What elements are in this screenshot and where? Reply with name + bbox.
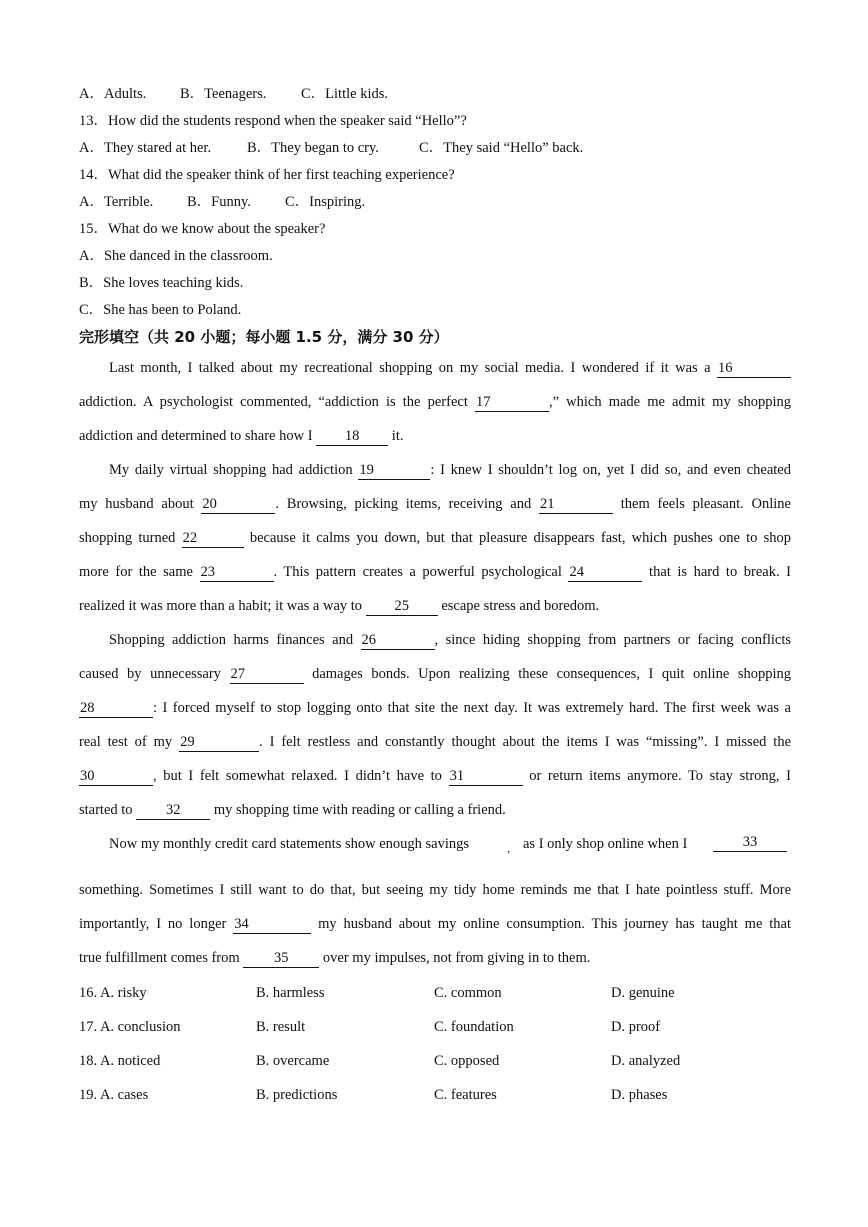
- passage-line: importantly, I no longer 34 my husband about my online consumption. This journey has taught me that: [79, 916, 792, 932]
- blank-33: 33: [713, 834, 787, 852]
- passage-line: more for the same 23 . This pattern creates a powerful psychological 24 that is hard to break. I: [79, 564, 792, 580]
- blank-24: 24: [568, 564, 642, 582]
- option-16-b: B. harmless: [256, 985, 325, 1001]
- q14-option-b: B．Funny.: [187, 194, 251, 210]
- passage-line: caused by unnecessary 27 damages bonds. Upon realizing these consequences, I quit online shopping: [79, 666, 791, 682]
- q13-option-c: C．They said “Hello” back.: [419, 140, 584, 156]
- blank-27: 27: [230, 666, 304, 684]
- q13-option-b: B．They began to cry.: [247, 140, 379, 156]
- option-17-b: B. result: [256, 1019, 306, 1035]
- q12-option-a: A．Adults.: [79, 86, 147, 102]
- option-19-c: C. features: [434, 1087, 497, 1103]
- blank-22: 22: [182, 530, 244, 548]
- blank-30: 30: [79, 768, 153, 786]
- blank-34: 34: [233, 916, 311, 934]
- option-19-a: 19. A. cases: [79, 1087, 149, 1103]
- blank-25: 25: [366, 598, 438, 616]
- q14-option-c: C．Inspiring.: [285, 194, 366, 210]
- blank-21: 21: [539, 496, 613, 514]
- option-18-a: 18. A. noticed: [79, 1053, 161, 1069]
- passage-line: 28 : I forced myself to stop logging onto that site the next day. It was extremely hard. The first week was a: [80, 700, 791, 716]
- blank-19: 19: [358, 462, 430, 480]
- blank-29: 29: [179, 734, 259, 752]
- passage-line: realized it was more than a habit; it was a way to 25 escape stress and boredom.: [79, 598, 600, 614]
- blank-35: 35: [243, 950, 319, 968]
- option-18-d: D. analyzed: [611, 1053, 681, 1069]
- blank-16: 16: [717, 360, 791, 378]
- q13-option-a: A．They stared at her.: [79, 140, 212, 156]
- passage-line: addiction. A psychologist commented, “addiction is the perfect 17 ,” which made me admit my shopping: [79, 394, 791, 410]
- blank-17: 17: [475, 394, 549, 412]
- option-16-c: C. common: [434, 985, 502, 1001]
- blank-26: 26: [361, 632, 435, 650]
- q12-option-b: B．Teenagers.: [180, 86, 267, 102]
- blank-28: 28: [79, 700, 153, 718]
- passage-line: My daily virtual shopping had addiction 19 : I knew I shouldn’t log on, yet I did so, and even cheated: [109, 462, 791, 478]
- passage-line: 30 , but I felt somewhat relaxed. I didn’t have to 31 or return items anymore. To stay strong, I: [80, 768, 792, 784]
- passage-line: real test of my 29 . I felt restless and constantly thought about the items I was “missing”. I missed the: [79, 734, 792, 750]
- option-18-c: C. opposed: [434, 1053, 500, 1069]
- passage-line: Shopping addiction harms finances and 26 , since hiding shopping from partners or facing conflicts: [109, 632, 791, 648]
- passage-line: true fulfillment comes from 35 over my impulses, not from giving in to them.: [79, 950, 591, 966]
- option-19-b: B. predictions: [256, 1087, 338, 1103]
- q15-option-b: B．She loves teaching kids.: [79, 275, 244, 291]
- option-19-d: D. phases: [611, 1087, 668, 1103]
- q15-option-c: C．She has been to Poland.: [79, 302, 242, 318]
- blank-20: 20: [201, 496, 275, 514]
- passage-line: shopping turned 22 because it calms you down, but that pleasure disappears fast, which pushes one to shop: [79, 530, 792, 546]
- passage-line: my husband about 20 . Browsing, picking items, receiving and 21 them feels pleasant. Online: [79, 496, 791, 512]
- option-17-c: C. foundation: [434, 1019, 514, 1035]
- passage-line: started to 32 my shopping time with reading or calling a friend.: [79, 802, 506, 818]
- blank-23: 23: [200, 564, 274, 582]
- blank-31: 31: [449, 768, 523, 786]
- stray-punctuation: ，: [507, 844, 517, 855]
- option-16-a: 16. A. risky: [79, 985, 147, 1001]
- passage-line: addiction and determined to share how I 18 it.: [79, 428, 404, 444]
- blank-32: 32: [136, 802, 210, 820]
- option-16-d: D. genuine: [611, 985, 675, 1001]
- q15-option-a: A．She danced in the classroom.: [79, 248, 273, 264]
- q15-stem: 15．What do we know about the speaker?: [79, 221, 326, 237]
- q14-stem: 14．What did the speaker think of her first teaching experience?: [79, 167, 455, 183]
- option-17-a: 17. A. conclusion: [79, 1019, 181, 1035]
- option-17-d: D. proof: [611, 1019, 661, 1035]
- passage-line: something. Sometimes I still want to do that, but seeing my tidy home reminds me that I hate pointless stuff. More: [79, 882, 791, 898]
- option-18-b: B. overcame: [256, 1053, 330, 1069]
- q12-option-c: C．Little kids.: [301, 86, 388, 102]
- section-title: 完形填空（共 20 小题；每小题 1.5 分，满分 30 分）: [79, 328, 449, 346]
- passage-line: Last month, I talked about my recreational shopping on my social media. I wondered if it was a 16: [109, 358, 791, 378]
- q13-stem: 13．How did the students respond when the speaker said “Hello”?: [79, 113, 467, 129]
- blank-18: 18: [316, 428, 388, 446]
- q14-option-a: A．Terrible.: [79, 194, 154, 210]
